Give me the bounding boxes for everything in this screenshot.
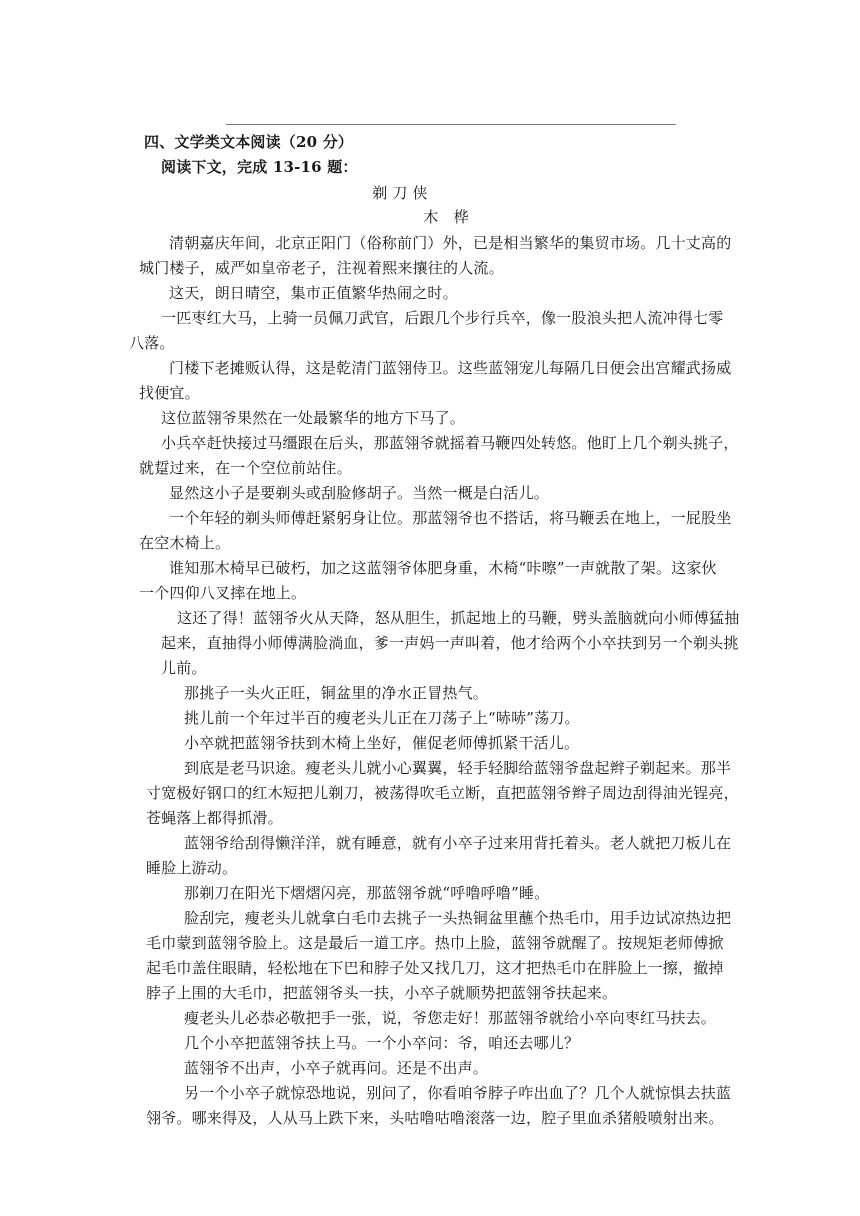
body-line: 这还了得！蓝翎爷火从天降，怒从胆生，抓起地上的马鞭，劈头盖脑就向小师傅猛抽 [177,609,740,627]
body-line: 小兵卒赶快接过马缰跟在后头，那蓝翎爷就摇着马鞭四处转悠。他盯上几个剃头挑子， [161,434,739,452]
body-line: 瘦老头儿必恭必敬把手一张，说，爷您走好！那蓝翎爷就给小卒向枣红马扶去。 [184,1009,717,1027]
section-heading: 四、文学类文本阅读（20 分） [144,133,354,151]
body-line: 清朝嘉庆年间，北京正阳门（俗称前门）外，已是相当繁华的集贸市场。几十丈高的 [169,234,732,252]
story-author: 木 桦 [423,208,469,226]
body-line: 苍蝇落上都得抓滑。 [146,809,283,827]
body-line: 蓝翎爷不出声，小卒子就再问。还是不出声。 [184,1059,489,1077]
body-line: 脸刮完，瘦老头儿就拿白毛巾去挑子一头热铜盆里蘸个热毛巾，用手边试凉热边把 [184,909,732,927]
body-line: 起毛巾盖住眼睛，轻松地在下巴和脖子处又找几刀，这才把热毛巾在胖脸上一擦，撤掉 [146,959,724,977]
body-line: 一个四仰八叉摔在地上。 [139,584,307,602]
body-line: 城门楼子，威严如皇帝老子，注视着熙来攘往的人流。 [139,259,504,277]
body-line: 就踅过来，在一个空位前站住。 [139,459,352,477]
body-line: 到底是老马识途。瘦老头儿就小心翼翼，轻手轻脚给蓝翎爷盘起辫子剃起来。那半 [184,759,732,777]
body-line: 蓝翎爷给刮得懒洋洋，就有睡意，就有小卒子过来用背托着头。老人就把刀板儿在 [184,834,732,852]
reading-instruction: 阅读下文，完成 13-16 题： [161,158,358,176]
body-line: 另一个小卒子就惊恐地说，别问了，你看咱爷脖子咋出血了？几个人就惊惧去扶蓝 [184,1084,732,1102]
body-line: 在空木椅上。 [139,534,231,552]
body-line: 显然这小子是要剃头或刮脸修胡子。当然一概是白活儿。 [169,484,550,502]
body-line: 寸宽极好钢口的红木短把儿剃刀，被荡得吹毛立断，直把蓝翎爷辫子周边刮得油光锃亮， [146,784,739,802]
body-line: 找便宜。 [139,384,200,402]
body-line: 睡脸上游动。 [146,859,238,877]
body-line: 脖子上围的大毛巾，把蓝翎爷头一扶，小卒子就顺势把蓝翎爷扶起来。 [146,984,618,1002]
story-title: 剃 刀 侠 [372,184,428,202]
body-line: 八落。 [129,334,175,352]
body-line: 这位蓝翎爷果然在一处最繁华的地方下马了。 [161,409,466,427]
body-line: 毛巾蒙到蓝翎爷脸上。这是最后一道工序。热巾上脸，蓝翎爷就醒了。按规矩老师傅掀 [146,934,724,952]
body-line: 这天，朗日晴空，集市正值繁华热闹之时。 [169,284,458,302]
body-line: 那剃刀在阳光下熠熠闪亮，那蓝翎爷就“呼噜呼噜”睡。 [184,884,550,902]
body-line: 儿前。 [161,659,207,677]
body-line: 一个年轻的剃头师傅赶紧躬身让位。那蓝翎爷也不搭话，将马鞭丢在地上，一屁股坐 [169,509,732,527]
body-line: 挑儿前一个年过半百的瘦老头儿正在刀荡子上“哧哧”荡刀。 [184,709,580,727]
body-line: 翎爷。哪来得及，人从马上跌下来，头咕噜咕噜滚落一边，腔子里血杀猪般喷射出来。 [146,1109,724,1127]
body-line: 起来，直抽得小师傅满脸淌血，爹一声妈一声叫着，他才给两个小卒扶到另一个剃头挑 [161,634,739,652]
body-line: 那挑子一头火正旺，铜盆里的净水正冒热气。 [184,684,489,702]
header-rule [226,124,676,125]
body-line: 一匹枣红大马，上骑一员佩刀武官，后跟几个步行兵卒，像一股浪头把人流冲得七零 [161,309,724,327]
body-line: 几个小卒把蓝翎爷扶上马。一个小卒问：爷，咱还去哪儿？ [184,1034,580,1052]
body-line: 门楼下老摊贩认得，这是乾清门蓝翎侍卫。这些蓝翎宠儿每隔几日便会出宫耀武扬威 [169,359,732,377]
body-line: 小卒就把蓝翎爷扶到木椅上坐好，催促老师傅抓紧干活儿。 [184,734,580,752]
body-line: 谁知那木椅早已破朽，加之这蓝翎爷体肥身重，木椅“咔嚓”一声就散了架。这家伙 [169,559,717,577]
